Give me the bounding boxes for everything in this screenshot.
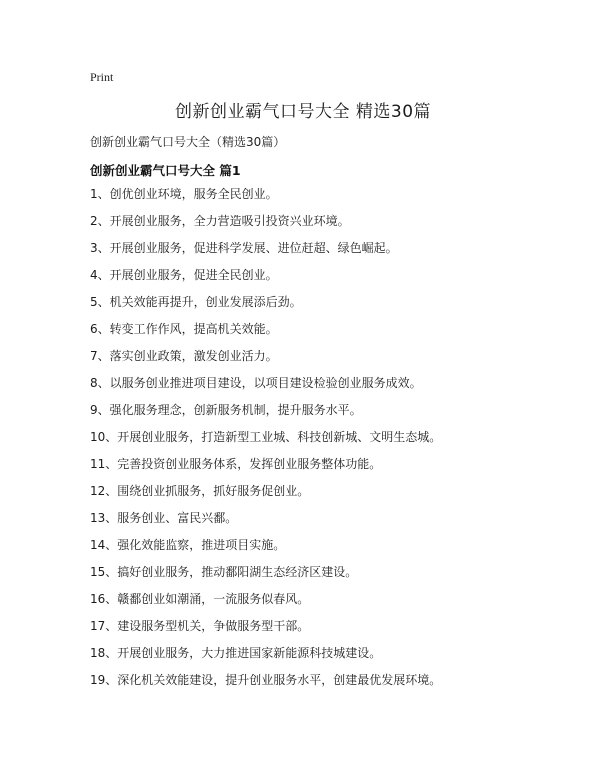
- list-item: 9、强化服务理念，创新服务机制，提升服务水平。: [90, 403, 362, 417]
- slogan-list: [90, 187, 441, 700]
- list-item: 16、赣鄱创业如潮涌，一流服务似春风。: [90, 592, 310, 606]
- print-label[interactable]: Print: [90, 70, 114, 84]
- list-item: 11、完善投资创业服务体系，发挥创业服务整体功能。: [90, 457, 382, 471]
- subtitle: 创新创业霸气口号大全（精选30篇）: [90, 135, 286, 149]
- list-item: 7、落实创业政策，激发创业活力。: [90, 349, 278, 363]
- list-item: 18、开展创业服务，大力推进国家新能源科技城建设。: [90, 646, 382, 660]
- list-item: 14、强化效能监察，推进项目实施。: [90, 538, 286, 552]
- list-item: 4、开展创业服务，促进全民创业。: [90, 268, 278, 282]
- list-item: 10、开展创业服务，打造新型工业城、科技创新城、文明生态城。: [90, 430, 442, 444]
- list-item: 6、转变工作作风，提高机关效能。: [90, 322, 278, 336]
- list-item: 3、开展创业服务，促进科学发展、进位赶超、绿色崛起。: [90, 241, 398, 255]
- list-item: 19、深化机关效能建设，提升创业服务水平，创建最优发展环境。: [90, 673, 442, 687]
- list-item: 5、机关效能再提升，创业发展添后劲。: [90, 295, 302, 309]
- section-heading: 创新创业霸气口号大全 篇1: [90, 163, 241, 178]
- list-item: 17、建设服务型机关，争做服务型干部。: [90, 619, 310, 633]
- list-item: 1、创优创业环境，服务全民创业。: [90, 187, 278, 201]
- page-title: 创新创业霸气口号大全 精选30篇: [174, 102, 432, 122]
- list-item: 8、以服务创业推进项目建设，以项目建设检验创业服务成效。: [90, 376, 422, 390]
- list-item: 12、围绕创业抓服务，抓好服务促创业。: [90, 484, 310, 498]
- list-item: 13、服务创业、富民兴鄱。: [90, 511, 238, 525]
- list-item: 2、开展创业服务，全力营造吸引投资兴业环境。: [90, 214, 350, 228]
- list-item: 15、搞好创业服务，推动鄱阳湖生态经济区建设。: [90, 565, 358, 579]
